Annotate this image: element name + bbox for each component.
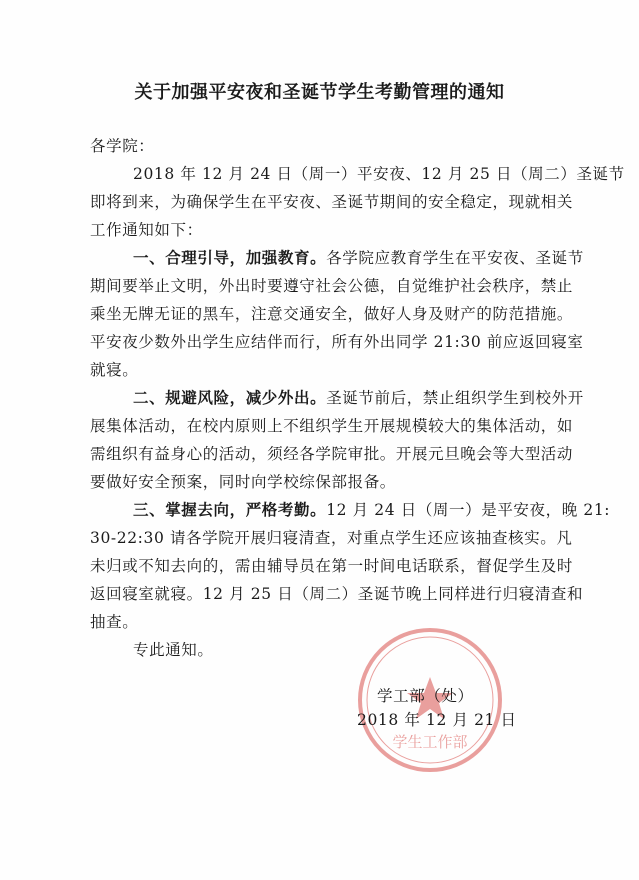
closing-text: 专此通知。 [133, 641, 214, 659]
section2-first-line [133, 388, 584, 408]
section2-line: 展集体活动，在校内原则上不组织学生开展规模较大的集体活动，如 [90, 417, 574, 435]
intro-line-2: 即将到来，为确保学生在平安夜、圣诞节期间的安全稳定，现就相关 [90, 193, 574, 211]
section3-first-line [133, 500, 610, 520]
seal-text: 学生工作部 [392, 733, 468, 751]
section3-line: 返回寝室就寝。12 月 25 日（周二）圣诞节晚上同样进行归寝清查和 [90, 585, 584, 603]
section3-line: 抽查。 [90, 613, 139, 631]
signature-org: 学工部（处） [377, 687, 474, 705]
section1-first-line [133, 248, 584, 268]
section3-first-text: 12 月 24 日（周一）是平安夜，晚 21: [326, 501, 611, 519]
section1-line: 平安夜少数外出学生应结伴而行，所有外出同学 21:30 前应返回寝室 [90, 333, 584, 351]
section2-first-text: 圣诞节前后，禁止组织学生到校外开 [326, 389, 584, 407]
section2-line: 要做好安全预案，同时向学校综保部报备。 [90, 473, 396, 491]
section3-line: 30-22:30 请各学院开展归寝清查，对重点学生还应该抽查核实。凡 [90, 529, 573, 547]
section1-line: 期间要举止文明，外出时要遵守社会公德，自觉维护社会秩序，禁止 [90, 277, 574, 295]
signature-date: 2018 年 12 月 21 日 [357, 711, 517, 729]
section1-line: 乘坐无牌无证的黑车，注意交通安全，做好人身及财产的防范措施。 [90, 305, 574, 323]
section2-heading: 二、规避风险，减少外出。 [133, 388, 327, 407]
section3-line: 未归或不知去向的，需由辅导员在第一时间电话联系，督促学生及时 [90, 557, 574, 575]
intro-line-1: 2018 年 12 月 24 日（周一）平安夜、12 月 25 日（周二）圣诞节 [133, 165, 625, 183]
section1-line: 就寝。 [90, 361, 139, 379]
document-title: 关于加强平安夜和圣诞节学生考勤管理的通知 [134, 82, 505, 103]
salutation: 各学院： [90, 137, 155, 155]
section3-heading: 三、掌握去向，严格考勤。 [133, 500, 327, 519]
section2-line: 需组织有益身心的活动，须经各学院审批。开展元旦晚会等大型活动 [90, 445, 574, 463]
intro-line-3: 工作通知如下： [90, 221, 203, 239]
section1-heading: 一、合理引导，加强教育。 [133, 248, 327, 267]
section1-first-text: 各学院应教育学生在平安夜、圣诞节 [326, 249, 584, 267]
